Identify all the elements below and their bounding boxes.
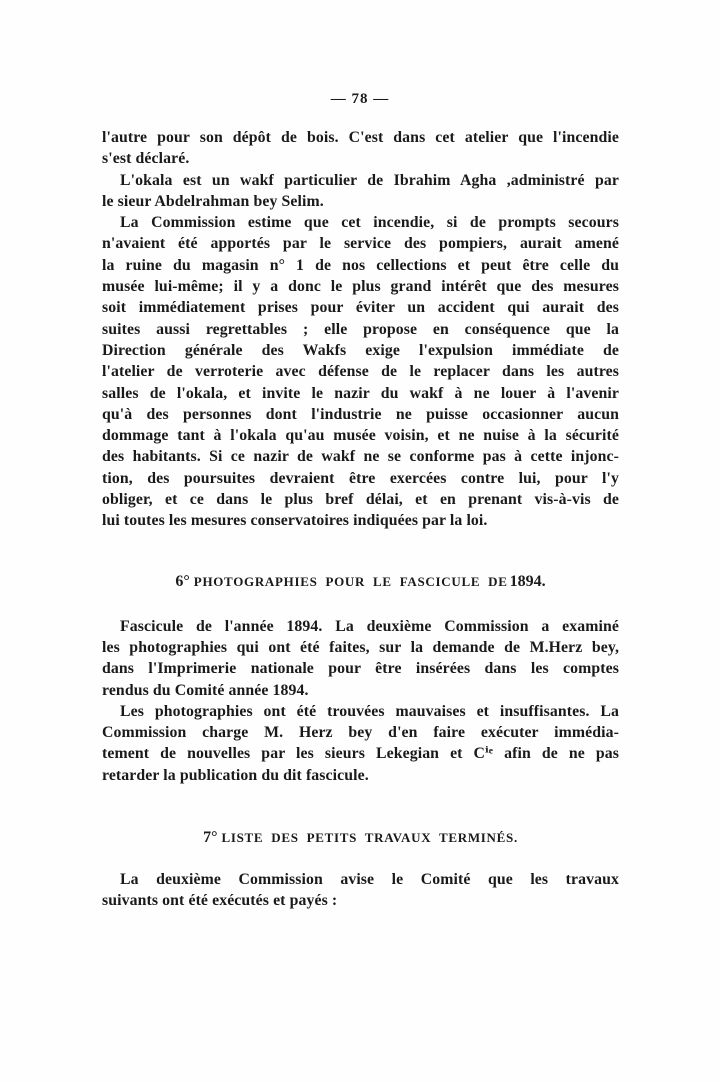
text-column: [102, 127, 619, 912]
text-line: La deuxième Commission avise le Comité que les travaux: [120, 871, 619, 889]
section-title-smallcaps: LISTE DES PETITS TRAVAUX TERMINÉS.: [221, 830, 518, 846]
text-line: Direction générale des Wakfs exige l'expulsion immédiate de: [102, 341, 619, 359]
text-line: musée lui-même; il y a donc le plus grand intérêt que des mesures: [102, 278, 619, 296]
paragraph-photographies-mauvaises: [102, 701, 619, 786]
text-line: l'autre pour son dépôt de bois. C'est dans cet atelier que l'incendie: [102, 129, 619, 146]
text-line: dans l'Imprimerie nationale pour être insérées dans les comptes: [102, 660, 619, 678]
text-line: des habitants. Si ce nazir de wakf ne se conforme pas à cette injonc-: [102, 448, 619, 466]
paragraph-fascicule-1894: [102, 616, 619, 701]
text-line: les photographies qui ont été faites, sur la demande de M.Herz bey,: [102, 638, 619, 656]
text-line: Les photographies ont été trouvées mauvaises et insuffisantes. La: [120, 702, 619, 720]
text-line: lui toutes les mesures conservatoires indiquées par la loi.: [102, 512, 488, 530]
text-line: Commission charge M. Herz bey d'en faire exécuter immédia-: [102, 724, 619, 742]
paragraph-incendie-continuation: [102, 127, 619, 170]
text-line: La Commission estime que cet incendie, si de prompts secours: [120, 214, 619, 232]
text-line: la ruine du magasin n° 1 de nos cellections et peut être celle du: [102, 256, 619, 274]
section-heading-petits-travaux: [102, 825, 619, 848]
text-line: salles de l'okala, et invite le nazir du wakf à ne louer à l'avenir: [102, 384, 619, 402]
section-title-smallcaps: PHOTOGRAPHIES POUR LE FASCICULE DE: [193, 573, 508, 589]
text-line: tion, des poursuites devraient être exercées contre lui, pour l'y: [102, 469, 619, 487]
section-heading-photographies-fascicule: [102, 569, 619, 592]
text-line: Fascicule de l'année 1894. La deuxième Commission a examiné: [120, 617, 619, 635]
text-line: suites aussi regrettables ; elle propose en conséquence que la: [102, 320, 619, 338]
text-line: soit immédiatement prises pour éviter un accident qui aurait des: [102, 299, 619, 317]
text-line: qu'à des personnes dont l'industrie ne puisse occasionner aucun: [102, 405, 619, 423]
section-title-year: 1894.: [509, 572, 546, 590]
text-line: obliger, et ce dans le plus bref délai, et en prenant vis-à-vis de: [102, 491, 619, 509]
text-line: le sieur Abdelrahman bey Selim.: [102, 192, 324, 210]
section-number: 6°: [175, 572, 190, 590]
text-line: n'avaient été apportés par le service des pompiers, aurait amené: [102, 235, 619, 253]
paragraph-travaux-payes: [102, 869, 619, 912]
text-line: retarder la publication du dit fascicule.: [102, 766, 369, 784]
text-line: tement de nouvelles par les sieurs Lekegian et Cⁱᵉ afin de ne pas: [102, 745, 619, 763]
text-line: suivants ont été exécutés et payés :: [102, 892, 338, 910]
section-number: 7°: [203, 829, 218, 847]
text-line: l'atelier de verroterie avec défense de le replacer dans les autres: [102, 363, 619, 381]
text-line: dommage tant à l'okala qu'au musée voisin, et ne nuise à la sécurité: [102, 427, 619, 445]
paragraph-commission-estime: [102, 212, 619, 531]
page-number: — 78 —: [330, 91, 390, 107]
text-line: rendus du Comité année 1894.: [102, 681, 309, 699]
text-line: L'okala est un wakf particulier de Ibrahim Agha ,administré par: [120, 171, 619, 189]
text-line: s'est déclaré.: [102, 150, 190, 168]
paragraph-okala-wakf: [102, 170, 619, 213]
